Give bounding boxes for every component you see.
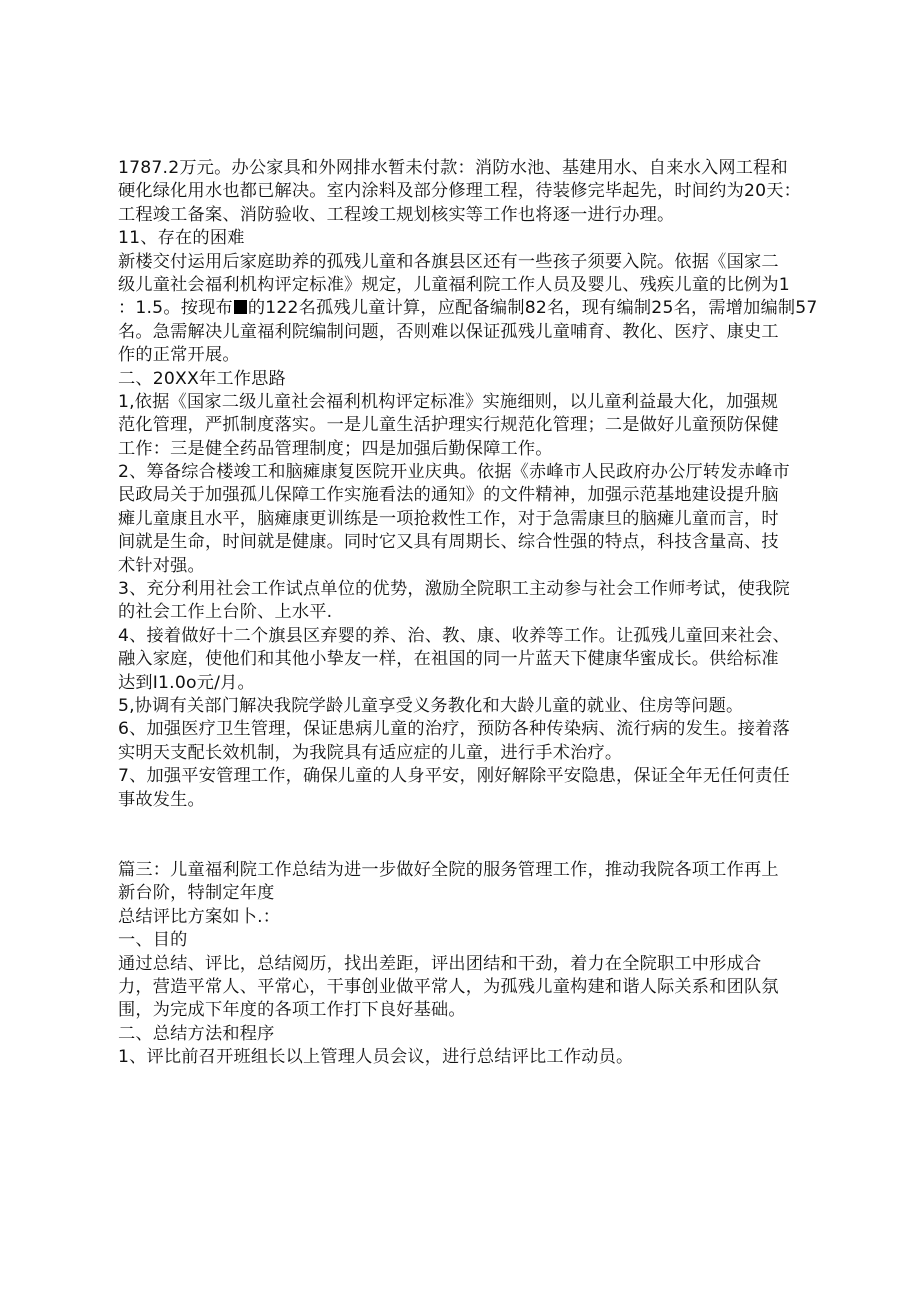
text-line: 事故发生。: [118, 789, 205, 810]
text-line: 1787.2万元。办公家具和外网排水暂未付款：消防水池、基建用水、自来水入网工程和: [118, 158, 788, 178]
text-line: 1,依据《国家二级儿童社会福利机构评定标准》实施细则，以儿童利益最大化，加强规: [118, 391, 779, 412]
text-line: 7、加强平安管理工作，确保儿童的人身平安，刚好解除平安隐患，保证全年无任何责任: [118, 766, 790, 787]
text-block-2: [118, 859, 818, 1070]
text-line: 力，营造平常人、平常心，干事创业做平常人，为孤残儿童构建和谐人际关系和团队氛: [118, 976, 779, 997]
text-line: 5,协调有关部门解决我院学龄儿童享受义务教化和大龄儿童的就业、住房等问题。: [118, 695, 744, 716]
text-line: 新台阶，特制定年度: [118, 883, 275, 904]
text-line: 达到I1.0o元/月。: [118, 672, 255, 693]
text-line: 3、充分利用社会工作试点单位的优势，激励全院职工主动参与社会工作师考试，使我院: [118, 579, 790, 600]
text-line: 新楼交付运用后家庭助养的孤残儿童和各旗县区还有一些孩子须要入院。依据《国家二: [118, 251, 779, 272]
section-heading: 11、存在的困难: [118, 228, 245, 249]
text-line: 间就是生命，时间就是健康。同时它又具有周期长、综合性强的特点，科技含量高、技: [118, 532, 779, 553]
document-body: [118, 157, 818, 1069]
text-line: 级儿童社会福利机构评定标准》规定，儿童福利院工作人员及婴儿、残疾儿童的比例为1: [118, 274, 790, 295]
text-line: 范化管理，严抓制度落实。一是儿童生活护理实行规范化管理；二是做好儿童预防保健: [118, 415, 779, 436]
text-line: 硬化绿化用水也都已解决。室内涂料及部分修理工程，待装修完毕起先，时间约为20天：: [118, 181, 801, 202]
text-line: 实明天支配长效机制，为我院具有适应症的儿童，进行手术治疗。: [118, 742, 623, 763]
text-line: 2、筹备综合楼竣工和脑瘫康复医院开业庆典。依据《赤峰市人民政府办公厅转发赤峰市: [118, 462, 790, 483]
section-heading: 二、20XX年工作思路: [118, 368, 286, 389]
text-line: 融入家庭，使他们和其他小挚友一样，在祖国的同一片蓝天下健康华蜜成长。供给标准: [118, 649, 779, 670]
text-line: 围，为完成下年度的各项工作打下良好基础。: [118, 1000, 466, 1021]
text-line: 工程竣工备案、消防验收、工程竣工规划核实等工作也将逐一进行办理。: [118, 204, 675, 225]
text-line: 篇三：儿童福利院工作总结为进一步做好全院的服务管理工作，推动我院各项工作再上: [118, 859, 779, 880]
text-line: 作的正常开展。: [118, 345, 240, 366]
text-segment: 的122名孤残儿童计算，应配备编制82名，现有编制25名，需增加编制57: [247, 298, 818, 319]
text-line: 术针对强。: [118, 555, 205, 576]
text-line: 1、评比前召开班组长以上管理人员会议，进行总结评比工作动员。: [118, 1047, 634, 1068]
text-line: 工作：三是健全药品管理制度；四是加强后勤保障工作。: [118, 438, 553, 459]
text-line: 6、加强医疗卫生管理，保证患病儿童的治疗，预防各种传染病、流行病的发生。接着落: [118, 719, 790, 740]
text-segment: ：1.5。按现布: [118, 298, 233, 319]
text-block-1: [118, 157, 818, 812]
redaction-box-icon: [234, 300, 247, 314]
text-line: 通过总结、评比，总结阅历，找出差距，评出团结和干劲，着力在全院职工中形成合: [118, 953, 762, 974]
text-line: 民政局关于加强孤儿保障工作实施看法的通知》的文件精神，加强示范基地建设提升脑: [118, 485, 779, 506]
section-heading: 二、总结方法和程序: [118, 1023, 275, 1044]
text-line: [118, 297, 818, 320]
text-line: 4、接着做好十二个旗县区弃婴的养、治、教、康、收养等工作。让孤残儿童回来社会、: [118, 625, 790, 646]
section-heading: 一、目的: [118, 930, 188, 951]
text-line: 瘫儿童康且水平，脑瘫康更训练是一项抢救性工作，对于急需康旦的脑瘫儿童而言，时: [118, 508, 779, 529]
text-line: 总结评比方案如卜.：: [118, 906, 281, 927]
section-spacer: [118, 812, 818, 859]
text-line: 名。急需解决儿童福利院编制问题，否则难以保证孤残儿童哺育、教化、医疗、康史工: [118, 321, 779, 342]
text-line: 的社会工作上台阶、上水平.: [118, 602, 333, 623]
